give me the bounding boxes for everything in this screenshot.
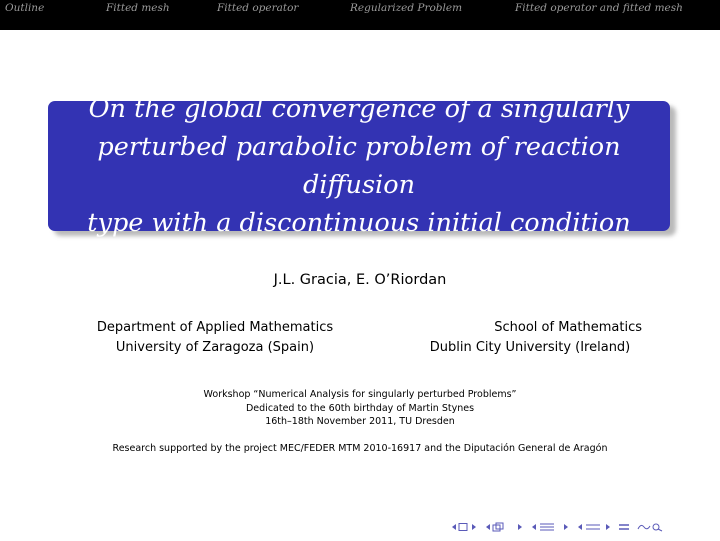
frame-nav-icon[interactable] (450, 522, 478, 532)
appendix-icon[interactable] (618, 522, 630, 532)
nav-regularized-problem[interactable]: Regularized Problem (350, 2, 463, 14)
section-nav-icon[interactable] (530, 522, 570, 532)
nav-outline[interactable]: Outline (5, 2, 45, 14)
institution-left-line-2: University of Zaragoza (Spain) (115, 340, 315, 355)
nav-fitted-operator[interactable]: Fitted operator (217, 2, 299, 14)
institution-right-line-1: School of Mathematics (494, 320, 642, 335)
workshop-line-3: 16th–18th November 2011, TU Dresden (265, 416, 455, 427)
workshop-info (0, 388, 720, 429)
subsection-nav-icon[interactable] (484, 522, 524, 532)
institution-left (80, 318, 350, 358)
funding-note: Research supported by the project MEC/FEDER MTM 2010-16917 and the Diputación General de Aragón (112, 443, 608, 454)
nav-fitted-operator-and-fitted-mesh[interactable]: Fitted operator and fitted mesh (515, 2, 683, 14)
title-block (48, 94, 670, 238)
beamer-navigation-controls (450, 522, 666, 532)
title-line-2: perturbed parabolic problem of reaction diffusion (97, 132, 621, 200)
title-line-3: type with a discontinuous initial condition (87, 208, 631, 238)
presentation-nav-icon[interactable] (576, 522, 612, 532)
authors: J.L. Gracia, E. O’Riordan (273, 272, 447, 288)
workshop-line-2: Dedicated to the 60th birthday of Martin Stynes (245, 402, 475, 414)
institution-left-line-1: Department of Applied Mathematics (96, 320, 334, 335)
workshop-line-1: Workshop “Numerical Analysis for singularly perturbed Problems” (203, 389, 517, 400)
nav-fitted-mesh[interactable]: Fitted mesh (106, 2, 170, 14)
navigation-bar (0, 0, 720, 30)
institution-right-line-2: Dublin City University (Ireland) (429, 340, 631, 355)
search-back-forward-icon[interactable] (636, 522, 666, 532)
title-line-1: On the global convergence of a singularly (88, 94, 630, 124)
institution-right (410, 318, 650, 358)
presentation-title (54, 90, 664, 242)
